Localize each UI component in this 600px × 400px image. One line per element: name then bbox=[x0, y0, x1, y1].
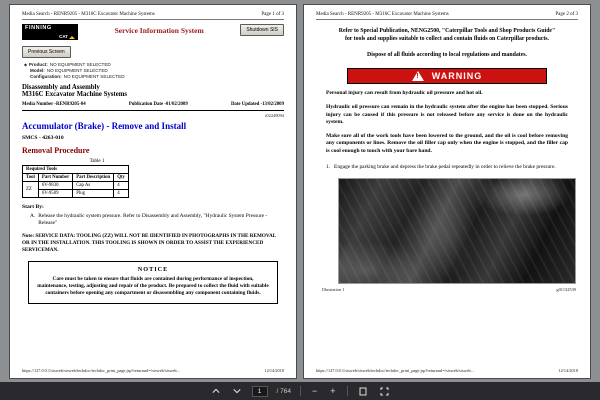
step-number: 1. bbox=[326, 164, 331, 171]
warning-paragraph: Hydraulic oil pressure can remain in the hydraulic system after the engine has been stopped. Serious injury can be caused if this pressure is not released before any service is done on the hydraulic system. bbox=[326, 103, 568, 126]
smcs-code: SMCS - 4263-010 bbox=[22, 135, 64, 141]
required-tools-table bbox=[22, 165, 129, 198]
tool-cell: ZZ bbox=[23, 182, 39, 198]
table-header-row bbox=[23, 174, 129, 182]
media-number: Media Number -RENR9205-04 bbox=[22, 102, 86, 107]
part-description-cell: Cap As bbox=[73, 182, 114, 190]
cat-triangle-icon bbox=[69, 36, 75, 39]
chevron-up-icon bbox=[212, 388, 220, 394]
fit-page-icon bbox=[359, 387, 367, 396]
page2-header-pagenum: Page 2 of 3 bbox=[555, 12, 578, 17]
document-title: Disassembly and Assembly bbox=[22, 84, 100, 91]
warning-triangle-icon bbox=[412, 71, 424, 81]
table-group-header: Required Tools bbox=[23, 166, 129, 174]
previous-screen-button[interactable]: Previous Screen bbox=[22, 46, 71, 58]
notice-box bbox=[28, 261, 278, 303]
finning-logo-text: FINNING bbox=[25, 25, 52, 31]
column-header-tool: Tool bbox=[23, 174, 39, 182]
page1-header bbox=[22, 12, 284, 20]
document-meta-row bbox=[22, 102, 284, 111]
qty-cell: 4 bbox=[114, 182, 129, 190]
part-number-cell: 6V-9830 bbox=[38, 182, 72, 190]
page1-header-title: Media Search - RENR9205 - M316C Excavator Machine Systems bbox=[22, 12, 155, 17]
reference-paragraph: Refer to Special Publication, NENG2500, "Caterpillar Tools and Shop Products Guide" for tools and supplies suitable to collect and contain fluids on Caterpillar products. bbox=[338, 28, 556, 42]
service-data-note: Note: SERVICE DATA: TOOLING (ZZ) WILL NOT BE IDENTIFIED IN PHOTOGRAPHS IN THE REMOVAL OR IN THE INSTALLATION. THIS TOOLING IS SHOWN IN ORDER TO ASSIST THE EXPERIENCED SERVICEMAN. bbox=[22, 233, 276, 254]
qty-cell: 4 bbox=[114, 190, 129, 198]
column-header-part-number: Part Number bbox=[38, 174, 72, 182]
footer-date: 12/14/2018 bbox=[558, 368, 578, 373]
removal-procedure-heading: Removal Procedure bbox=[22, 146, 90, 155]
equipment-value: NO EQUIPMENT SELECTED bbox=[46, 68, 108, 73]
equipment-row-model bbox=[22, 68, 284, 73]
illustration-id: g01132539 bbox=[556, 287, 576, 293]
equipment-selection-list bbox=[22, 62, 284, 79]
cat-logo-text bbox=[59, 34, 75, 39]
document-id: i02249094 bbox=[265, 113, 284, 118]
notice-body: Care must be taken to ensure that fluids are contained during performance of inspection, maintenance, testing, adjusting and repair of the product. Be prepared to collect the fluid with suitable containers before opening any compartment or disassembling any component containing fluids. bbox=[37, 276, 269, 297]
document-subtitle: M316C Excavator Machine Systems bbox=[22, 91, 128, 98]
page2-header-title: Media Search - RENR9205 - M316C Excavator Machine Systems bbox=[316, 12, 449, 17]
illustration-caption-row bbox=[322, 287, 576, 292]
start-by-item bbox=[30, 213, 284, 227]
page-count-label: / 764 bbox=[276, 387, 291, 395]
section-title: Accumulator (Brake) - Remove and Install bbox=[22, 121, 187, 131]
illustration-photo bbox=[338, 178, 576, 284]
equipment-row-product bbox=[22, 62, 284, 67]
table-row bbox=[23, 182, 129, 190]
sis-header-row bbox=[22, 24, 284, 40]
table-row bbox=[23, 190, 129, 198]
chevron-down-icon bbox=[233, 388, 241, 394]
step-text: Engage the parking brake and depress the brake pedal repeatedly in order to relieve the brake pressure. bbox=[334, 164, 556, 171]
footer-url: https://127.0.0.1/sisweb/sisweb/techdoc/techdoc_print_page.jsp?returnurl=/sisweb/sisweb... bbox=[22, 368, 180, 373]
page1-footer bbox=[22, 368, 284, 373]
equipment-label: Configuration: bbox=[30, 74, 62, 79]
page2-footer bbox=[316, 368, 578, 373]
pdf-toolbar bbox=[0, 382, 600, 400]
equipment-label: Model: bbox=[30, 68, 45, 73]
diamond-bullet-icon: ◆ bbox=[24, 63, 27, 67]
page-up-button[interactable] bbox=[210, 388, 222, 394]
warning-banner bbox=[347, 68, 547, 84]
table-caption: Table 1 bbox=[89, 159, 105, 164]
notice-title: NOTICE bbox=[137, 266, 169, 274]
toolbar-divider bbox=[347, 386, 348, 396]
warning-label: WARNING bbox=[431, 71, 483, 82]
fullscreen-button[interactable] bbox=[378, 387, 391, 396]
page-number-input[interactable]: 1 bbox=[252, 386, 268, 397]
document-page-2 bbox=[303, 4, 591, 379]
dispose-paragraph: Dispose of all fluids according to local regulations and mandates. bbox=[367, 51, 527, 58]
finning-cat-logo bbox=[22, 24, 78, 40]
start-by-text: Release the hydraulic system pressure. Refer to Disassembly and Assembly, "Hydraulic System Pressure - Release" bbox=[38, 213, 268, 227]
part-description-cell: Plug bbox=[73, 190, 114, 198]
zoom-in-button[interactable]: + bbox=[330, 385, 336, 396]
equipment-label: Product: bbox=[28, 62, 48, 67]
warning-paragraph: Personal injury can result from hydraulic oil pressure and hot oil. bbox=[326, 90, 483, 97]
part-number-cell: 6V-9509 bbox=[38, 190, 72, 198]
page1-header-pagenum: Page 1 of 3 bbox=[261, 12, 284, 17]
table-group-header-row bbox=[23, 166, 129, 174]
equipment-row-configuration bbox=[22, 74, 284, 79]
fit-page-button[interactable] bbox=[357, 387, 369, 396]
sis-system-title: Service Information System bbox=[114, 26, 204, 35]
shutdown-sis-button[interactable]: Shutdown SIS bbox=[240, 24, 284, 36]
publication-date: Publication Date -01/02/2009 bbox=[128, 102, 188, 107]
equipment-value: NO EQUIPMENT SELECTED bbox=[49, 62, 111, 67]
column-header-qty: Qty bbox=[114, 174, 129, 182]
page-down-button[interactable] bbox=[231, 388, 243, 394]
warning-exclamation: ! bbox=[416, 73, 419, 81]
footer-url: https://127.0.0.1/sisweb/sisweb/techdoc/techdoc_print_page.jsp?returnurl=/sisweb/sisweb... bbox=[316, 368, 474, 373]
start-by-label: Start By: bbox=[22, 204, 44, 210]
footer-date: 12/14/2018 bbox=[264, 368, 284, 373]
procedure-step-1 bbox=[326, 164, 574, 171]
document-page-1 bbox=[9, 4, 297, 379]
fullscreen-icon bbox=[380, 387, 389, 396]
page2-header bbox=[316, 12, 578, 20]
date-updated: Date Updated -13/02/2009 bbox=[230, 102, 284, 107]
cat-logo-word: CAT bbox=[59, 34, 68, 39]
illustration-label: Illustration 1 bbox=[322, 287, 345, 293]
equipment-value: NO EQUIPMENT SELECTED bbox=[63, 74, 125, 79]
toolbar-divider bbox=[300, 386, 301, 396]
warning-paragraph: Make sure all of the work tools have been lowered to the ground, and the oil is cool before removing any components or lines. Remove the oil filler cap only when the engine is stopped, and the filler cap is cool enough to touch with your bare hand. bbox=[326, 132, 568, 154]
start-by-letter: A. bbox=[30, 213, 36, 219]
column-header-part-description: Part Description bbox=[73, 174, 114, 182]
zoom-out-button[interactable]: − bbox=[311, 385, 318, 396]
